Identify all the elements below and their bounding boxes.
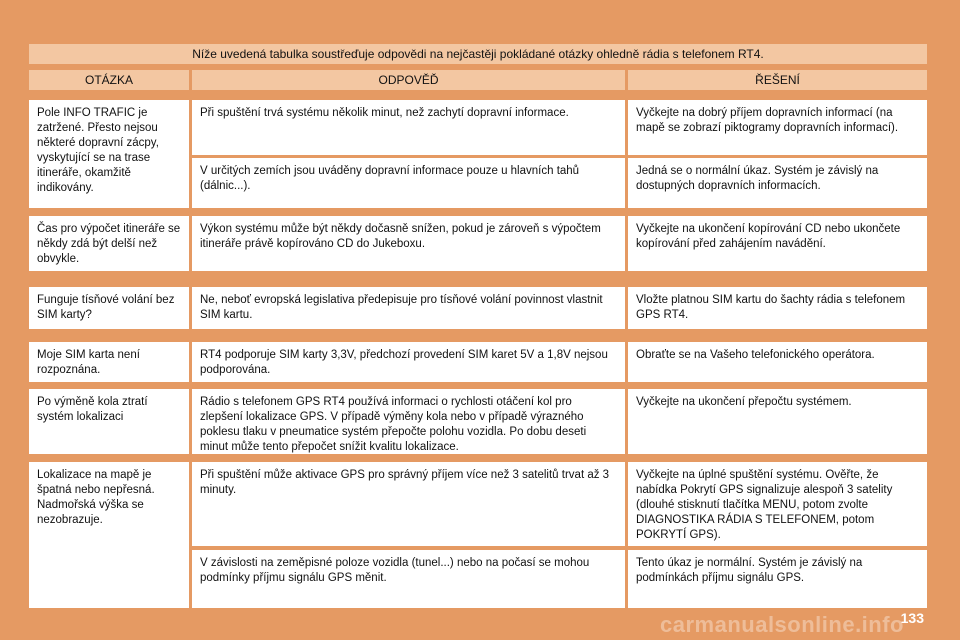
question-cell: Pole INFO TRAFIC je zatržené. Přesto nejsou některé dopravní zácpy, vyskytující se na trase itineráře, okamžitě indikovány. — [29, 100, 189, 208]
watermark-text: carmanualsonline.info — [660, 612, 904, 637]
page-number: 133 — [900, 610, 924, 626]
question-cell: Moje SIM karta není rozpoznána. — [29, 342, 189, 382]
solution-cell: Vyčkejte na úplné spuštění systému. Ověřte, že nabídka Pokrytí GPS signalizuje alespoň 3 satelity (dlouhé stisknutí tlačítka MENU, potom zvolte DIAGNOSTIKA RÁDIA S TELEFONEM, potom POKRYTÍ GPS). — [628, 462, 927, 546]
header-solution: ŘEŠENÍ — [628, 70, 927, 90]
header-question: OTÁZKA — [29, 70, 189, 90]
question-cell: Lokalizace na mapě je špatná nebo nepřesná. Nadmořská výška se nezobrazuje. — [29, 462, 189, 608]
question-cell: Čas pro výpočet itineráře se někdy zdá být delší než obvykle. — [29, 216, 189, 271]
answer-cell: RT4 podporuje SIM karty 3,3V, předchozí provedení SIM karet 5V a 1,8V nejsou podporována. — [192, 342, 625, 382]
answer-cell: Při spuštění může aktivace GPS pro správný příjem více než 3 satelitů trvat až 3 minuty. — [192, 462, 625, 546]
solution-cell: Obraťte se na Vašeho telefonického operátora. — [628, 342, 927, 382]
answer-cell: Rádio s telefonem GPS RT4 používá informaci o rychlosti otáčení kol pro zlepšení lokalizace GPS. V případě výměny kola nebo v případě výrazného poklesu tlaku v pneumatice systém přepočte polohu vozidla. Po dobu deseti minut může tento přepočet snížit kvalitu lokalizace. — [192, 389, 625, 454]
answer-cell: V určitých zemích jsou uváděny dopravní informace pouze u hlavních tahů (dálnic...). — [192, 158, 625, 208]
intro-banner: Níže uvedená tabulka soustřeďuje odpovědi na nejčastěji pokládané otázky ohledně rádia s telefonem RT4. — [29, 44, 927, 64]
solution-cell: Tento úkaz je normální. Systém je závislý na podmínkách příjmu signálu GPS. — [628, 550, 927, 608]
solution-cell: Vyčkejte na ukončení kopírování CD nebo ukončete kopírování před zahájením navádění. — [628, 216, 927, 271]
header-answer: ODPOVĚĎ — [192, 70, 625, 90]
answer-cell: V závislosti na zeměpisné poloze vozidla (tunel...) nebo na počasí se mohou podmínky příjmu signálu GPS měnit. — [192, 550, 625, 608]
solution-cell: Vyčkejte na ukončení přepočtu systémem. — [628, 389, 927, 454]
answer-cell: Ne, neboť evropská legislativa předepisuje pro tísňové volání povinnost vlastnit SIM kartu. — [192, 287, 625, 329]
solution-cell: Jedná se o normální úkaz. Systém je závislý na dostupných dopravních informacích. — [628, 158, 927, 208]
question-cell: Funguje tísňové volání bez SIM karty? — [29, 287, 189, 329]
question-cell: Po výměně kola ztratí systém lokalizaci — [29, 389, 189, 454]
answer-cell: Při spuštění trvá systému několik minut, než zachytí dopravní informace. — [192, 100, 625, 155]
solution-cell: Vyčkejte na dobrý příjem dopravních informací (na mapě se zobrazí piktogramy dopravních informací). — [628, 100, 927, 155]
answer-cell: Výkon systému může být někdy dočasně snížen, pokud je zároveň s výpočtem itineráře právě kopírováno CD do Jukeboxu. — [192, 216, 625, 271]
solution-cell: Vložte platnou SIM kartu do šachty rádia s telefonem GPS RT4. — [628, 287, 927, 329]
